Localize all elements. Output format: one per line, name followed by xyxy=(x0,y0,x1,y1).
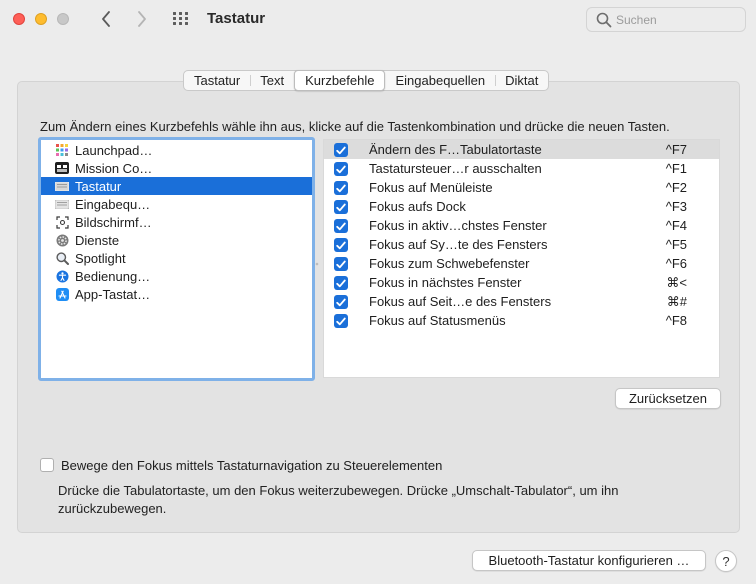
category-item-tastatur[interactable] xyxy=(41,177,312,195)
screenshot-icon xyxy=(55,215,69,229)
show-all-grid-button[interactable] xyxy=(172,11,190,27)
checkmark-icon xyxy=(336,146,346,155)
shortcut-row[interactable] xyxy=(324,254,719,273)
checkmark-icon xyxy=(336,203,346,212)
shortcut-key[interactable]: ^F6 xyxy=(665,256,687,271)
shortcut-row[interactable] xyxy=(324,216,719,235)
help-button[interactable]: ? xyxy=(715,550,737,572)
category-label: App-Tastat… xyxy=(75,286,151,302)
search-icon xyxy=(596,12,612,28)
category-label: Dienste xyxy=(75,232,120,248)
shortcut-name: Fokus auf Statusmenüs xyxy=(369,313,506,328)
category-label: Spotlight xyxy=(75,250,126,266)
checkmark-icon xyxy=(336,241,346,250)
shortcut-name: Ändern des F…Tabulatortaste xyxy=(369,142,542,157)
checkmark-icon xyxy=(336,165,346,174)
shortcut-name: Fokus auf Seit…e des Fensters xyxy=(369,294,552,309)
shortcut-key[interactable]: ⌘# xyxy=(666,294,687,309)
checkmark-icon xyxy=(336,298,346,307)
reset-button[interactable]: Zurücksetzen xyxy=(615,388,721,409)
keyboard-navigation-description: Drücke die Tabulatortaste, um den Fokus weiterzubewegen. Drücke „Umschalt-Tabulator“, um ihn zurückzubewegen. xyxy=(58,483,619,516)
shortcut-checkbox[interactable] xyxy=(334,219,348,233)
configure-bluetooth-keyboard-button[interactable]: Bluetooth-Tastatur konfigurieren … xyxy=(472,550,706,571)
shortcut-key[interactable]: ^F2 xyxy=(665,180,687,195)
shortcut-name: Fokus zum Schwebefenster xyxy=(369,256,530,271)
category-item-eingabequellen[interactable] xyxy=(41,195,312,213)
tab-tastatur[interactable]: Tastatur xyxy=(194,73,241,88)
keyboard-icon xyxy=(55,179,69,193)
category-item-bildschirmfotos[interactable] xyxy=(41,213,312,231)
keyboard-navigation-label[interactable]: Bewege den Fokus mittels Tastaturnavigation zu Steuerelementen xyxy=(61,458,443,473)
category-item-bedienungshilfen[interactable] xyxy=(41,267,312,285)
shortcut-row[interactable] xyxy=(324,159,719,178)
shortcut-checkbox[interactable] xyxy=(334,295,348,309)
category-label: Tastatur xyxy=(75,178,122,194)
search-field[interactable] xyxy=(586,7,746,32)
shortcut-row[interactable] xyxy=(324,178,719,197)
accessibility-icon xyxy=(55,269,69,283)
chevron-left-icon xyxy=(101,11,111,27)
tab-text[interactable]: Text xyxy=(250,71,294,90)
category-label: Launchpad… xyxy=(75,142,153,158)
category-item-launchpad[interactable] xyxy=(41,141,312,159)
checkmark-icon xyxy=(336,184,346,193)
shortcut-checkbox[interactable] xyxy=(334,238,348,252)
spotlight-icon xyxy=(55,251,69,265)
shortcut-row[interactable] xyxy=(324,311,719,330)
shortcut-checkbox[interactable] xyxy=(334,162,348,176)
category-item-spotlight[interactable] xyxy=(41,249,312,267)
category-label: Bildschirmf… xyxy=(75,214,152,230)
shortcut-row[interactable] xyxy=(324,235,719,254)
shortcut-checkbox[interactable] xyxy=(334,200,348,214)
category-item-mission-control[interactable] xyxy=(41,159,312,177)
tab-kurzbefehle[interactable]: Kurzbefehle xyxy=(294,70,385,91)
split-view-handle[interactable] xyxy=(315,255,319,261)
app-store-icon xyxy=(55,287,69,301)
shortcut-name: Fokus in nächstes Fenster xyxy=(369,275,522,290)
shortcut-name: Fokus aufs Dock xyxy=(369,199,466,214)
close-window-button[interactable] xyxy=(13,13,25,25)
shortcut-key[interactable]: ^F8 xyxy=(665,313,687,328)
tab-eingabequellen[interactable]: Eingabequellen xyxy=(395,73,486,88)
back-button[interactable] xyxy=(95,8,117,30)
shortcut-checkbox[interactable] xyxy=(334,276,348,290)
category-label: Eingabequ… xyxy=(75,196,151,212)
checkmark-icon xyxy=(336,222,346,231)
shortcut-row[interactable] xyxy=(324,197,719,216)
tab-bar xyxy=(183,70,549,91)
shortcut-checkbox[interactable] xyxy=(334,257,348,271)
keyboard-navigation-checkbox[interactable] xyxy=(40,458,54,472)
shortcut-name: Fokus auf Menüleiste xyxy=(369,180,493,195)
mission-control-icon xyxy=(55,161,69,175)
shortcut-key[interactable]: ^F4 xyxy=(665,218,687,233)
shortcut-name: Fokus in aktiv…chstes Fenster xyxy=(369,218,547,233)
toolbar xyxy=(0,0,756,40)
shortcut-row[interactable] xyxy=(324,273,719,292)
shortcut-row[interactable] xyxy=(324,140,719,159)
shortcut-key[interactable]: ^F7 xyxy=(665,142,687,157)
instructions-text: Zum Ändern eines Kurzbefehls wähle ihn aus, klicke auf die Tastenkombination und drücke die neuen Tasten. xyxy=(40,119,670,134)
category-list[interactable] xyxy=(38,137,315,381)
forward-button[interactable] xyxy=(131,8,153,30)
shortcut-key[interactable]: ^F1 xyxy=(665,161,687,176)
window-title: Tastatur xyxy=(207,10,266,27)
zoom-window-button[interactable] xyxy=(57,13,69,25)
category-item-app-tastaturkurzbefehle[interactable] xyxy=(41,285,312,303)
services-gear-icon xyxy=(55,233,69,247)
checkmark-icon xyxy=(336,317,346,326)
shortcut-key[interactable]: ^F3 xyxy=(665,199,687,214)
minimize-window-button[interactable] xyxy=(35,13,47,25)
shortcut-row[interactable] xyxy=(324,292,719,311)
category-label: Bedienung… xyxy=(75,268,151,284)
shortcut-name: Tastatursteuer…r ausschalten xyxy=(369,161,542,176)
category-label: Mission Co… xyxy=(75,160,153,176)
shortcut-checkbox[interactable] xyxy=(334,314,348,328)
checkmark-icon xyxy=(336,279,346,288)
shortcut-checkbox[interactable] xyxy=(334,181,348,195)
tab-diktat[interactable]: Diktat xyxy=(495,71,548,90)
category-item-dienste[interactable] xyxy=(41,231,312,249)
shortcut-name: Fokus auf Sy…te des Fensters xyxy=(369,237,548,252)
shortcut-checkbox[interactable] xyxy=(334,143,348,157)
checkmark-icon xyxy=(336,260,346,269)
chevron-right-icon xyxy=(137,11,147,27)
shortcut-key[interactable]: ^F5 xyxy=(665,237,687,252)
shortcut-list[interactable] xyxy=(323,139,720,378)
search-input[interactable] xyxy=(616,11,741,28)
shortcut-key[interactable]: ⌘< xyxy=(666,275,687,290)
input-sources-icon xyxy=(55,197,69,211)
launchpad-icon xyxy=(55,143,69,157)
